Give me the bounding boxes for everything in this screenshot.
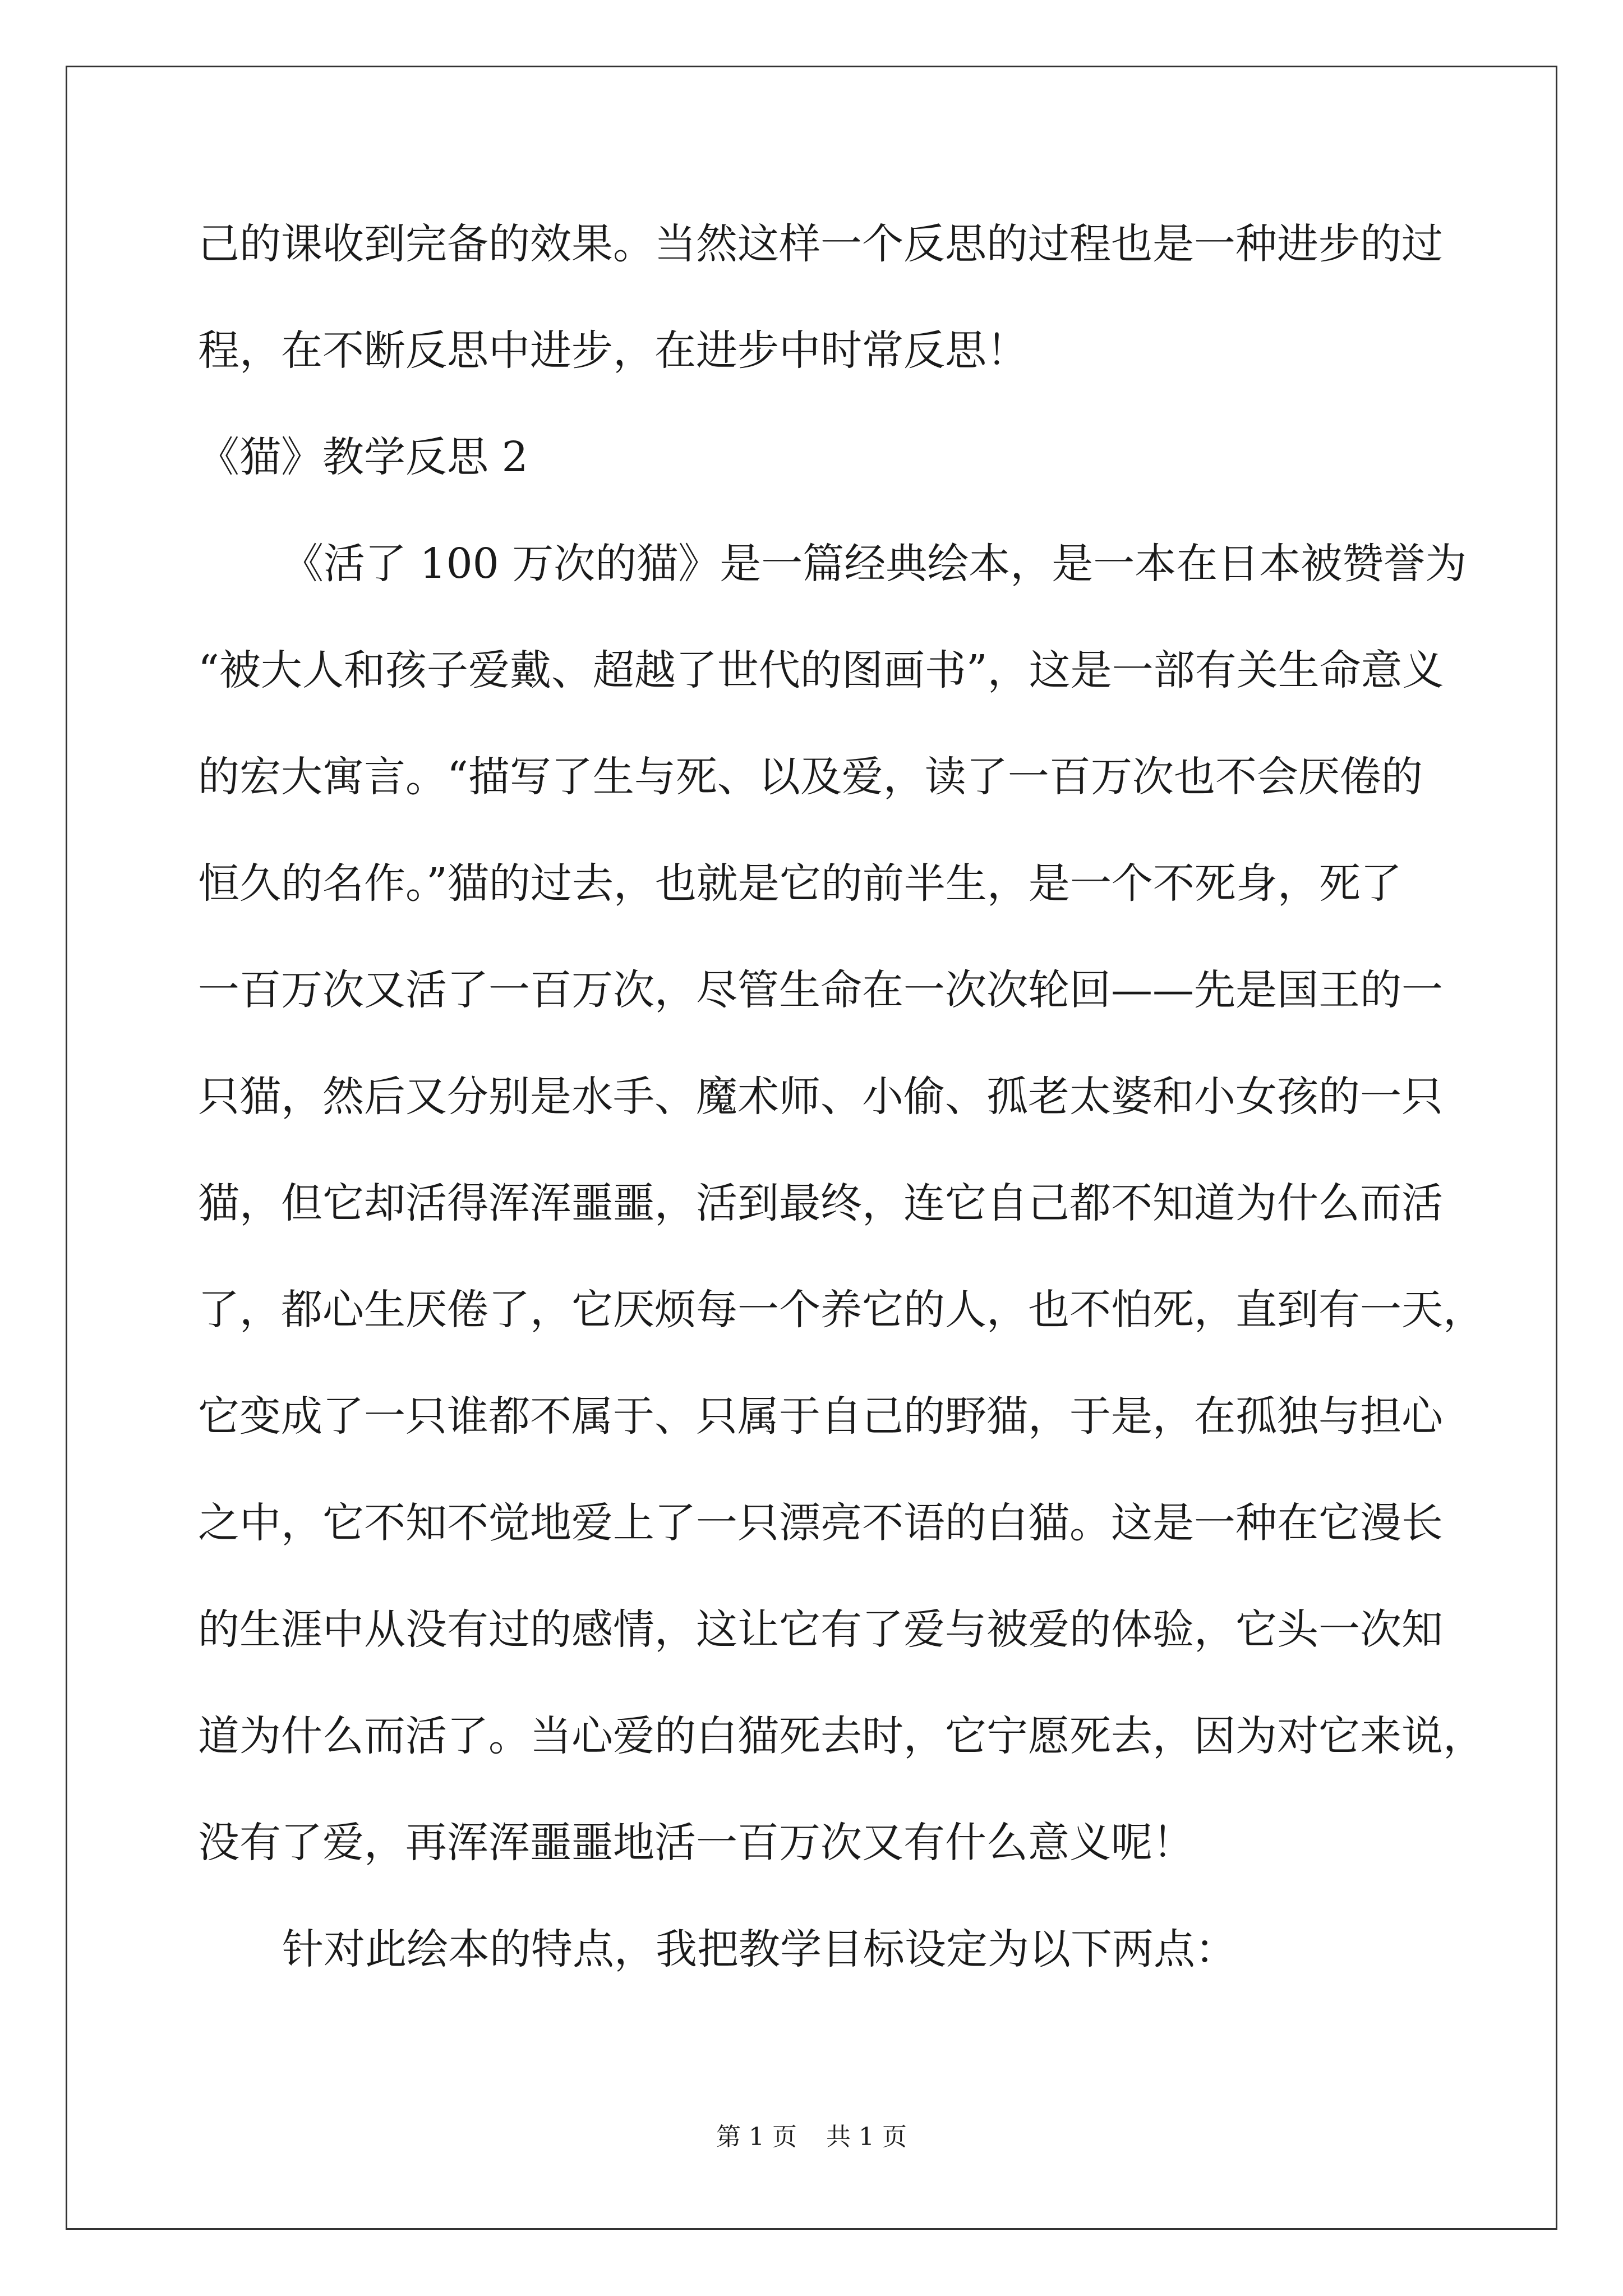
page-frame [66, 66, 1557, 2230]
body-line-16: 没有了爱，再浑浑噩噩地活一百万次又有什么意义呢！ [198, 1819, 1194, 1867]
body-line-5: “被大人和孩子爱戴、超越了世代的图画书”，这是一部有关生命意义 [198, 646, 1444, 694]
body-line-4: 《活了 100 万次的猫》是一篇经典绘本，是一本在日本被赞誉为 [282, 540, 1467, 588]
body-line-15: 道为什么而活了。当心爱的白猫死去时，它宁愿死去，因为对它来说， [198, 1712, 1484, 1760]
page-total: 共 1 页 [826, 2123, 907, 2151]
body-line-9: 只猫，然后又分别是水手、魔术师、小偷、孤老太婆和小女孩的一只 [198, 1073, 1443, 1121]
body-line-6: 的宏大寓言。“描写了生与死、以及爱，读了一百万次也不会厌倦的 [198, 753, 1423, 801]
body-line-12: 它变成了一只谁都不属于、只属于自己的野猫，于是，在孤独与担心 [198, 1392, 1443, 1441]
page-number: 第 1 页 [716, 2123, 797, 2151]
page-footer [0, 2120, 1623, 2154]
body-line-17: 针对此绘本的特点，我把教学目标设定为以下两点： [282, 1925, 1237, 1973]
body-line-2: 程，在不断反思中进步，在进步中时常反思！ [198, 326, 1028, 375]
body-line-1: 己的课收到完备的效果。当然这样一个反思的过程也是一种进步的过 [198, 220, 1443, 268]
body-line-11: 了，都心生厌倦了，它厌烦每一个养它的人，也不怕死，直到有一天， [198, 1286, 1484, 1334]
section-heading: 《猫》教学反思 2 [198, 433, 528, 481]
body-line-8: 一百万次又活了一百万次，尽管生命在一次次轮回——先是国王的一 [198, 966, 1443, 1014]
body-line-10: 猫，但它却活得浑浑噩噩，活到最终，连它自己都不知道为什么而活 [198, 1179, 1443, 1227]
body-line-13: 之中，它不知不觉地爱上了一只漂亮不语的白猫。这是一种在它漫长 [198, 1499, 1443, 1547]
body-line-7: 恒久的名作。”猫的过去，也就是它的前半生，是一个不死身，死了 [198, 859, 1402, 908]
body-line-14: 的生涯中从没有过的感情，这让它有了爱与被爱的体验，它头一次知 [198, 1605, 1443, 1654]
